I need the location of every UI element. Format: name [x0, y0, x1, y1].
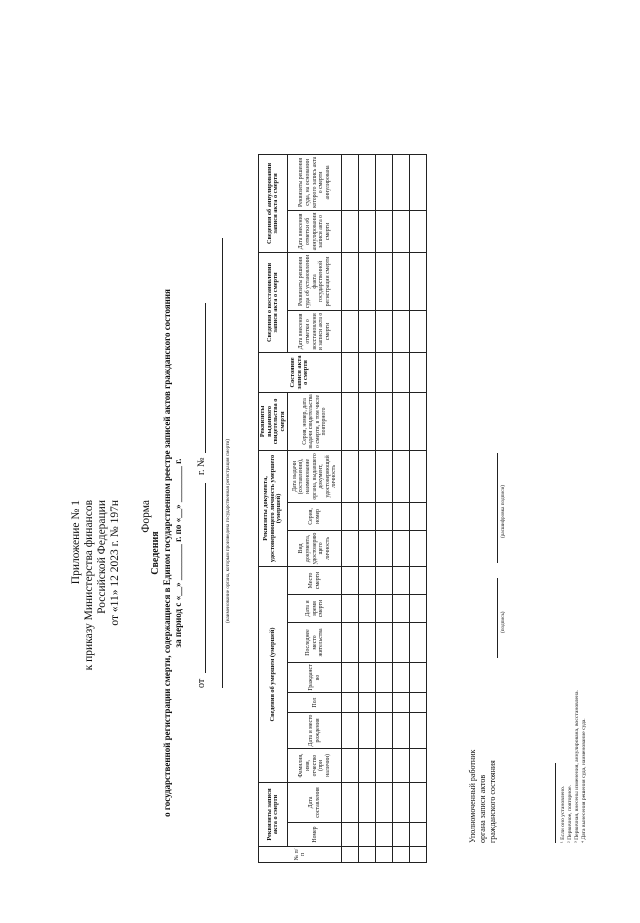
- group-record: Реквизиты записи акта о смерти: [259, 783, 288, 847]
- table-cell[interactable]: [393, 530, 410, 566]
- table-row: [342, 87, 359, 862]
- table-margin-cell: [359, 87, 376, 154]
- signature-block: [468, 750, 498, 843]
- col-sex: Пол: [288, 693, 342, 713]
- table-cell[interactable]: [376, 663, 393, 693]
- table-cell[interactable]: [376, 310, 393, 352]
- table-cell[interactable]: [410, 623, 427, 663]
- col-restore-date: Дата внесения отметки о восстановлении записи акта о смерти: [288, 310, 342, 352]
- group-document: Реквизиты документа, удостоверяющего личность умершего (умершей): [259, 450, 288, 566]
- table-cell[interactable]: [410, 663, 427, 693]
- table-cell[interactable]: [342, 847, 359, 863]
- col-doc-issued: Дата выдачи (составления), наименование органа, выдавшего документ, удостоверяющий личность: [288, 450, 342, 502]
- signature-name-line[interactable]: [497, 453, 498, 563]
- table-cell[interactable]: [410, 210, 427, 252]
- doc-subtitle: о государственной регистрации смерти, содержащиеся в Едином государственном реестре записей актов гражданского состояния: [162, 289, 172, 817]
- table-cell[interactable]: [410, 693, 427, 713]
- table-cell[interactable]: [410, 502, 427, 530]
- col-date-made: Дата составления: [288, 783, 342, 823]
- table-cell[interactable]: [393, 693, 410, 713]
- table-cell[interactable]: [342, 450, 359, 502]
- from-line[interactable]: [205, 483, 206, 673]
- appendix-line-1: Приложение № 1: [70, 500, 82, 585]
- table-cell[interactable]: [359, 595, 376, 623]
- table-cell[interactable]: [410, 783, 427, 823]
- from-prefix: от: [196, 678, 207, 688]
- table-cell[interactable]: [393, 663, 410, 693]
- table-cell[interactable]: [342, 392, 359, 450]
- table-cell[interactable]: [376, 392, 393, 450]
- footnotes-block: [560, 690, 588, 843]
- table-cell[interactable]: [342, 352, 359, 392]
- death-records-table: [258, 87, 427, 863]
- table-cell[interactable]: [410, 595, 427, 623]
- table-cell[interactable]: [359, 783, 376, 823]
- table-cell[interactable]: [342, 595, 359, 623]
- table-cell[interactable]: [393, 783, 410, 823]
- table-cell[interactable]: [410, 154, 427, 210]
- table-cell[interactable]: [342, 566, 359, 594]
- col-last-residence: Последнее место жительства: [288, 623, 342, 663]
- table-cell[interactable]: [342, 823, 359, 847]
- form-label: Форма: [140, 500, 152, 533]
- table-cell[interactable]: [410, 352, 427, 392]
- table-cell[interactable]: [393, 595, 410, 623]
- table-cell[interactable]: [393, 623, 410, 663]
- table-cell[interactable]: [393, 450, 410, 502]
- table-cell[interactable]: [342, 210, 359, 252]
- table-cell[interactable]: [393, 502, 410, 530]
- table-cell[interactable]: [359, 847, 376, 863]
- table-row: [359, 87, 376, 862]
- table-cell[interactable]: [376, 210, 393, 252]
- col-num: № п/п: [259, 847, 342, 863]
- table-cell[interactable]: [376, 847, 393, 863]
- table-cell[interactable]: [410, 530, 427, 566]
- table-cell[interactable]: [342, 713, 359, 749]
- table-cell[interactable]: [393, 154, 410, 210]
- table-cell[interactable]: [376, 566, 393, 594]
- signature-line-1: Уполномоченный работник: [468, 749, 477, 843]
- table-cell[interactable]: [376, 502, 393, 530]
- table-cell[interactable]: [359, 713, 376, 749]
- table-cell[interactable]: [359, 154, 376, 210]
- table-cell[interactable]: [359, 210, 376, 252]
- table-cell[interactable]: [410, 310, 427, 352]
- footnote-separator: [555, 763, 556, 843]
- table-cell[interactable]: [393, 749, 410, 783]
- number-line[interactable]: [205, 303, 206, 453]
- table-cell[interactable]: [359, 566, 376, 594]
- table-cell[interactable]: [342, 783, 359, 823]
- table-cell[interactable]: [410, 749, 427, 783]
- appendix-line-2: к приказу Министерства финансов: [83, 500, 95, 671]
- table-cell[interactable]: [342, 502, 359, 530]
- col-doc-type: Вид документа, удостоверяющего личность: [288, 530, 342, 566]
- table-margin-cell: [410, 87, 427, 154]
- doc-title: Сведения: [150, 531, 161, 575]
- table-cell[interactable]: [342, 530, 359, 566]
- table-cell[interactable]: [342, 310, 359, 352]
- col-death-place: Место смерти: [288, 566, 342, 594]
- signature-name-caption: (расшифровка подписи): [500, 485, 506, 538]
- signature-line-2: органа записи актов: [478, 774, 487, 843]
- table-cell[interactable]: [376, 623, 393, 663]
- table-cell[interactable]: [376, 823, 393, 847]
- signature-line-3: гражданского состояния: [488, 760, 497, 843]
- signature-caption: (подпись): [500, 611, 506, 633]
- table-cell[interactable]: [393, 310, 410, 352]
- table-cell[interactable]: [376, 252, 393, 310]
- table-cell[interactable]: [359, 623, 376, 663]
- table-cell[interactable]: [359, 693, 376, 713]
- col-annul-court: Реквизиты решения суда, на основании которого запись акта о смерти аннулирована: [288, 154, 342, 210]
- footnote-2: ² Первичное, повторное.: [567, 785, 573, 843]
- table-margin-cell: [342, 87, 359, 154]
- table-cell[interactable]: [376, 450, 393, 502]
- table-cell[interactable]: [359, 823, 376, 847]
- col-birth: Дата и место рождения: [288, 713, 342, 749]
- org-line[interactable]: [222, 238, 223, 688]
- table-cell[interactable]: [359, 450, 376, 502]
- org-caption: (наименование органа, которым произведена государственная регистрация смерти): [225, 439, 231, 623]
- col-cert-details: Серия, номер, дата выдачи свидетельства о смерти, в том числе повторного: [288, 392, 342, 450]
- table-cell[interactable]: [342, 693, 359, 713]
- table-cell[interactable]: [376, 713, 393, 749]
- footnote-3: ³ Первичная, внесены изменения, аннулирована, восстановлена.: [574, 690, 580, 843]
- table-cell[interactable]: [393, 847, 410, 863]
- table-cell[interactable]: [359, 252, 376, 310]
- table-cell[interactable]: [376, 749, 393, 783]
- table-cell[interactable]: [342, 252, 359, 310]
- table-row: [393, 87, 410, 862]
- appendix-line-3: Российской Федерации: [96, 500, 108, 614]
- table-cell[interactable]: [410, 713, 427, 749]
- table-cell[interactable]: [376, 154, 393, 210]
- signature-line[interactable]: [497, 578, 498, 658]
- col-death-date: Дата и время смерти: [288, 595, 342, 623]
- table-cell[interactable]: [359, 502, 376, 530]
- col-annul-date: Дата внесения отметки об аннулировании записи акта о смерти: [288, 210, 342, 252]
- table-cell[interactable]: [342, 154, 359, 210]
- col-restore-court: Реквизиты решения суда об установлении факта государственной регистрации смерти: [288, 252, 342, 310]
- table-cell[interactable]: [393, 352, 410, 392]
- group-deceased: Сведения об умершем (умершей): [259, 566, 288, 782]
- table-cell[interactable]: [410, 450, 427, 502]
- table-row: [376, 87, 393, 862]
- table-cell[interactable]: [393, 252, 410, 310]
- table-cell[interactable]: [359, 392, 376, 450]
- table-cell[interactable]: [342, 623, 359, 663]
- table-cell[interactable]: [342, 749, 359, 783]
- table-cell[interactable]: [376, 783, 393, 823]
- table-cell[interactable]: [376, 595, 393, 623]
- table-cell[interactable]: [410, 823, 427, 847]
- table-cell[interactable]: [359, 530, 376, 566]
- table-cell[interactable]: [376, 352, 393, 392]
- doc-period: за период с «__» ________ г. по «__» ________ г.: [173, 458, 183, 648]
- col-number: Номер: [288, 823, 342, 847]
- table-cell[interactable]: [410, 392, 427, 450]
- table-margin: [259, 87, 342, 154]
- table-cell[interactable]: [359, 310, 376, 352]
- number-prefix: г. №: [196, 457, 207, 475]
- table-cell[interactable]: [393, 392, 410, 450]
- table-row: [410, 87, 427, 862]
- table-cell[interactable]: [376, 530, 393, 566]
- group-annul: Сведения об аннулировании записи акта о смерти: [259, 154, 288, 252]
- col-fio: Фамилия, имя, отчество (при наличии): [288, 749, 342, 783]
- table-cell[interactable]: [393, 713, 410, 749]
- table-cell[interactable]: [393, 823, 410, 847]
- table-cell[interactable]: [393, 566, 410, 594]
- col-record-state: Состояние записи акта о смерти: [259, 352, 342, 392]
- col-doc-series: Серия, номер: [288, 502, 342, 530]
- table-cell[interactable]: [393, 210, 410, 252]
- table-cell[interactable]: [376, 693, 393, 713]
- table-margin-cell: [376, 87, 393, 154]
- group-restore: Сведения о восстановлении записи акта о смерти: [259, 252, 288, 352]
- table-cell[interactable]: [359, 663, 376, 693]
- table-cell[interactable]: [410, 847, 427, 863]
- col-citizenship: Гражданство: [288, 663, 342, 693]
- table-cell[interactable]: [410, 252, 427, 310]
- group-certificate: Реквизиты выданного свидетельства о смерти: [259, 392, 288, 450]
- appendix-block: [70, 500, 122, 730]
- appendix-line-4: от «11» 12 2023 г. № 197н: [109, 500, 121, 626]
- footnote-4: ⁴ Дата вынесения решения суда, наименование суда.: [581, 718, 587, 843]
- table-cell[interactable]: [359, 352, 376, 392]
- table-cell[interactable]: [342, 663, 359, 693]
- footnote-1: ¹ Если оно установлено.: [560, 785, 566, 843]
- table-margin-cell: [393, 87, 410, 154]
- table-cell[interactable]: [359, 749, 376, 783]
- table-cell[interactable]: [410, 566, 427, 594]
